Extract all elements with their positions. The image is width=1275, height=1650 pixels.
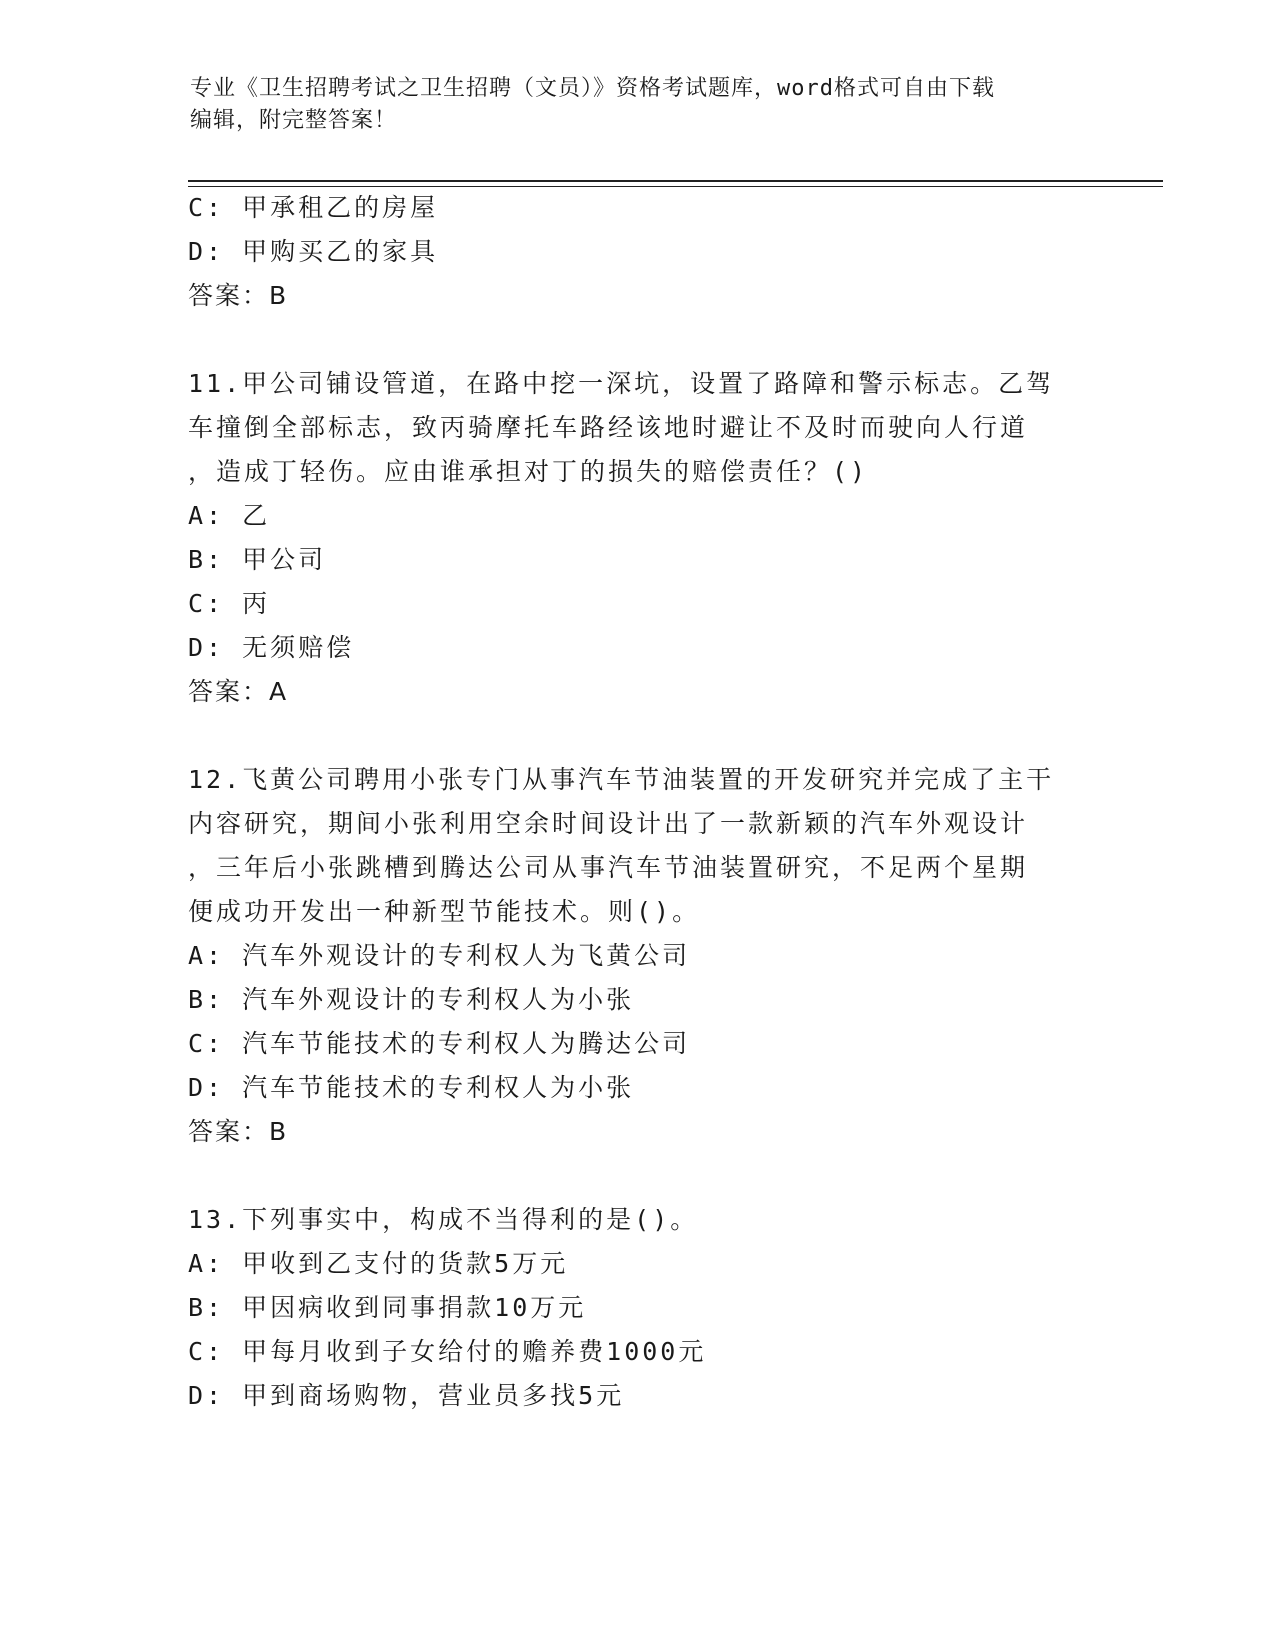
q13-option-b: B: 甲因病收到同事捐款10万元 [188,1293,587,1322]
q11-stem-line-3: ，造成丁轻伤。应由谁承担对丁的损失的赔偿责任？() [188,457,869,486]
q12-option-d: D: 汽车节能技术的专利权人为小张 [188,1073,635,1102]
q12-stem-line-1: 12.飞黄公司聘用小张专门从事汽车节油装置的开发研究并完成了主干 [188,765,1055,794]
q12-stem-line-3: ，三年后小张跳槽到腾达公司从事汽车节油装置研究，不足两个星期 [188,853,1029,882]
q11-stem-line-1: 11.甲公司铺设管道，在路中挖一深坑，设置了路障和警示标志。乙驾 [188,369,1055,398]
q13-option-c: C: 甲每月收到子女给付的赡养费1000元 [188,1337,707,1366]
q12-option-c: C: 汽车节能技术的专利权人为腾达公司 [188,1029,691,1058]
prev-answer: 答案：B [188,281,289,310]
prev-option-c: C: 甲承租乙的房屋 [188,193,439,222]
q12-answer: 答案：B [188,1117,289,1146]
prev-option-d: D: 甲购买乙的家具 [188,237,439,266]
header-rule-thin [188,186,1163,187]
document-header [190,73,1090,137]
q13-option-a: A: 甲收到乙支付的货款5万元 [188,1249,569,1278]
q12-stem-line-4: 便成功开发出一种新型节能技术。则()。 [188,897,701,926]
header-line-1: 专业《卫生招聘考试之卫生招聘（文员）》资格考试题库，word格式可自由下载 [190,76,995,101]
q12-stem-line-2: 内容研究，期间小张利用空余时间设计出了一款新颖的汽车外观设计 [188,809,1029,838]
q11-option-a: A: 乙 [188,501,271,530]
q13-option-d: D: 甲到商场购物，营业员多找5元 [188,1381,625,1410]
q11-option-d: D: 无须赔偿 [188,633,355,662]
q11-option-c: C: 丙 [188,589,271,618]
q12-option-b: B: 汽车外观设计的专利权人为小张 [188,985,635,1014]
q12-option-a: A: 汽车外观设计的专利权人为飞黄公司 [188,941,691,970]
q11-answer: 答案：A [188,677,289,706]
q13-stem-line-1: 13.下列事实中，构成不当得利的是()。 [188,1205,699,1234]
q11-option-b: B: 甲公司 [188,545,327,574]
header-line-2: 编辑，附完整答案！ [190,108,398,133]
q11-stem-line-2: 车撞倒全部标志，致丙骑摩托车路经该地时避让不及时而驶向人行道 [188,413,1029,442]
header-rule-thick [188,180,1163,182]
